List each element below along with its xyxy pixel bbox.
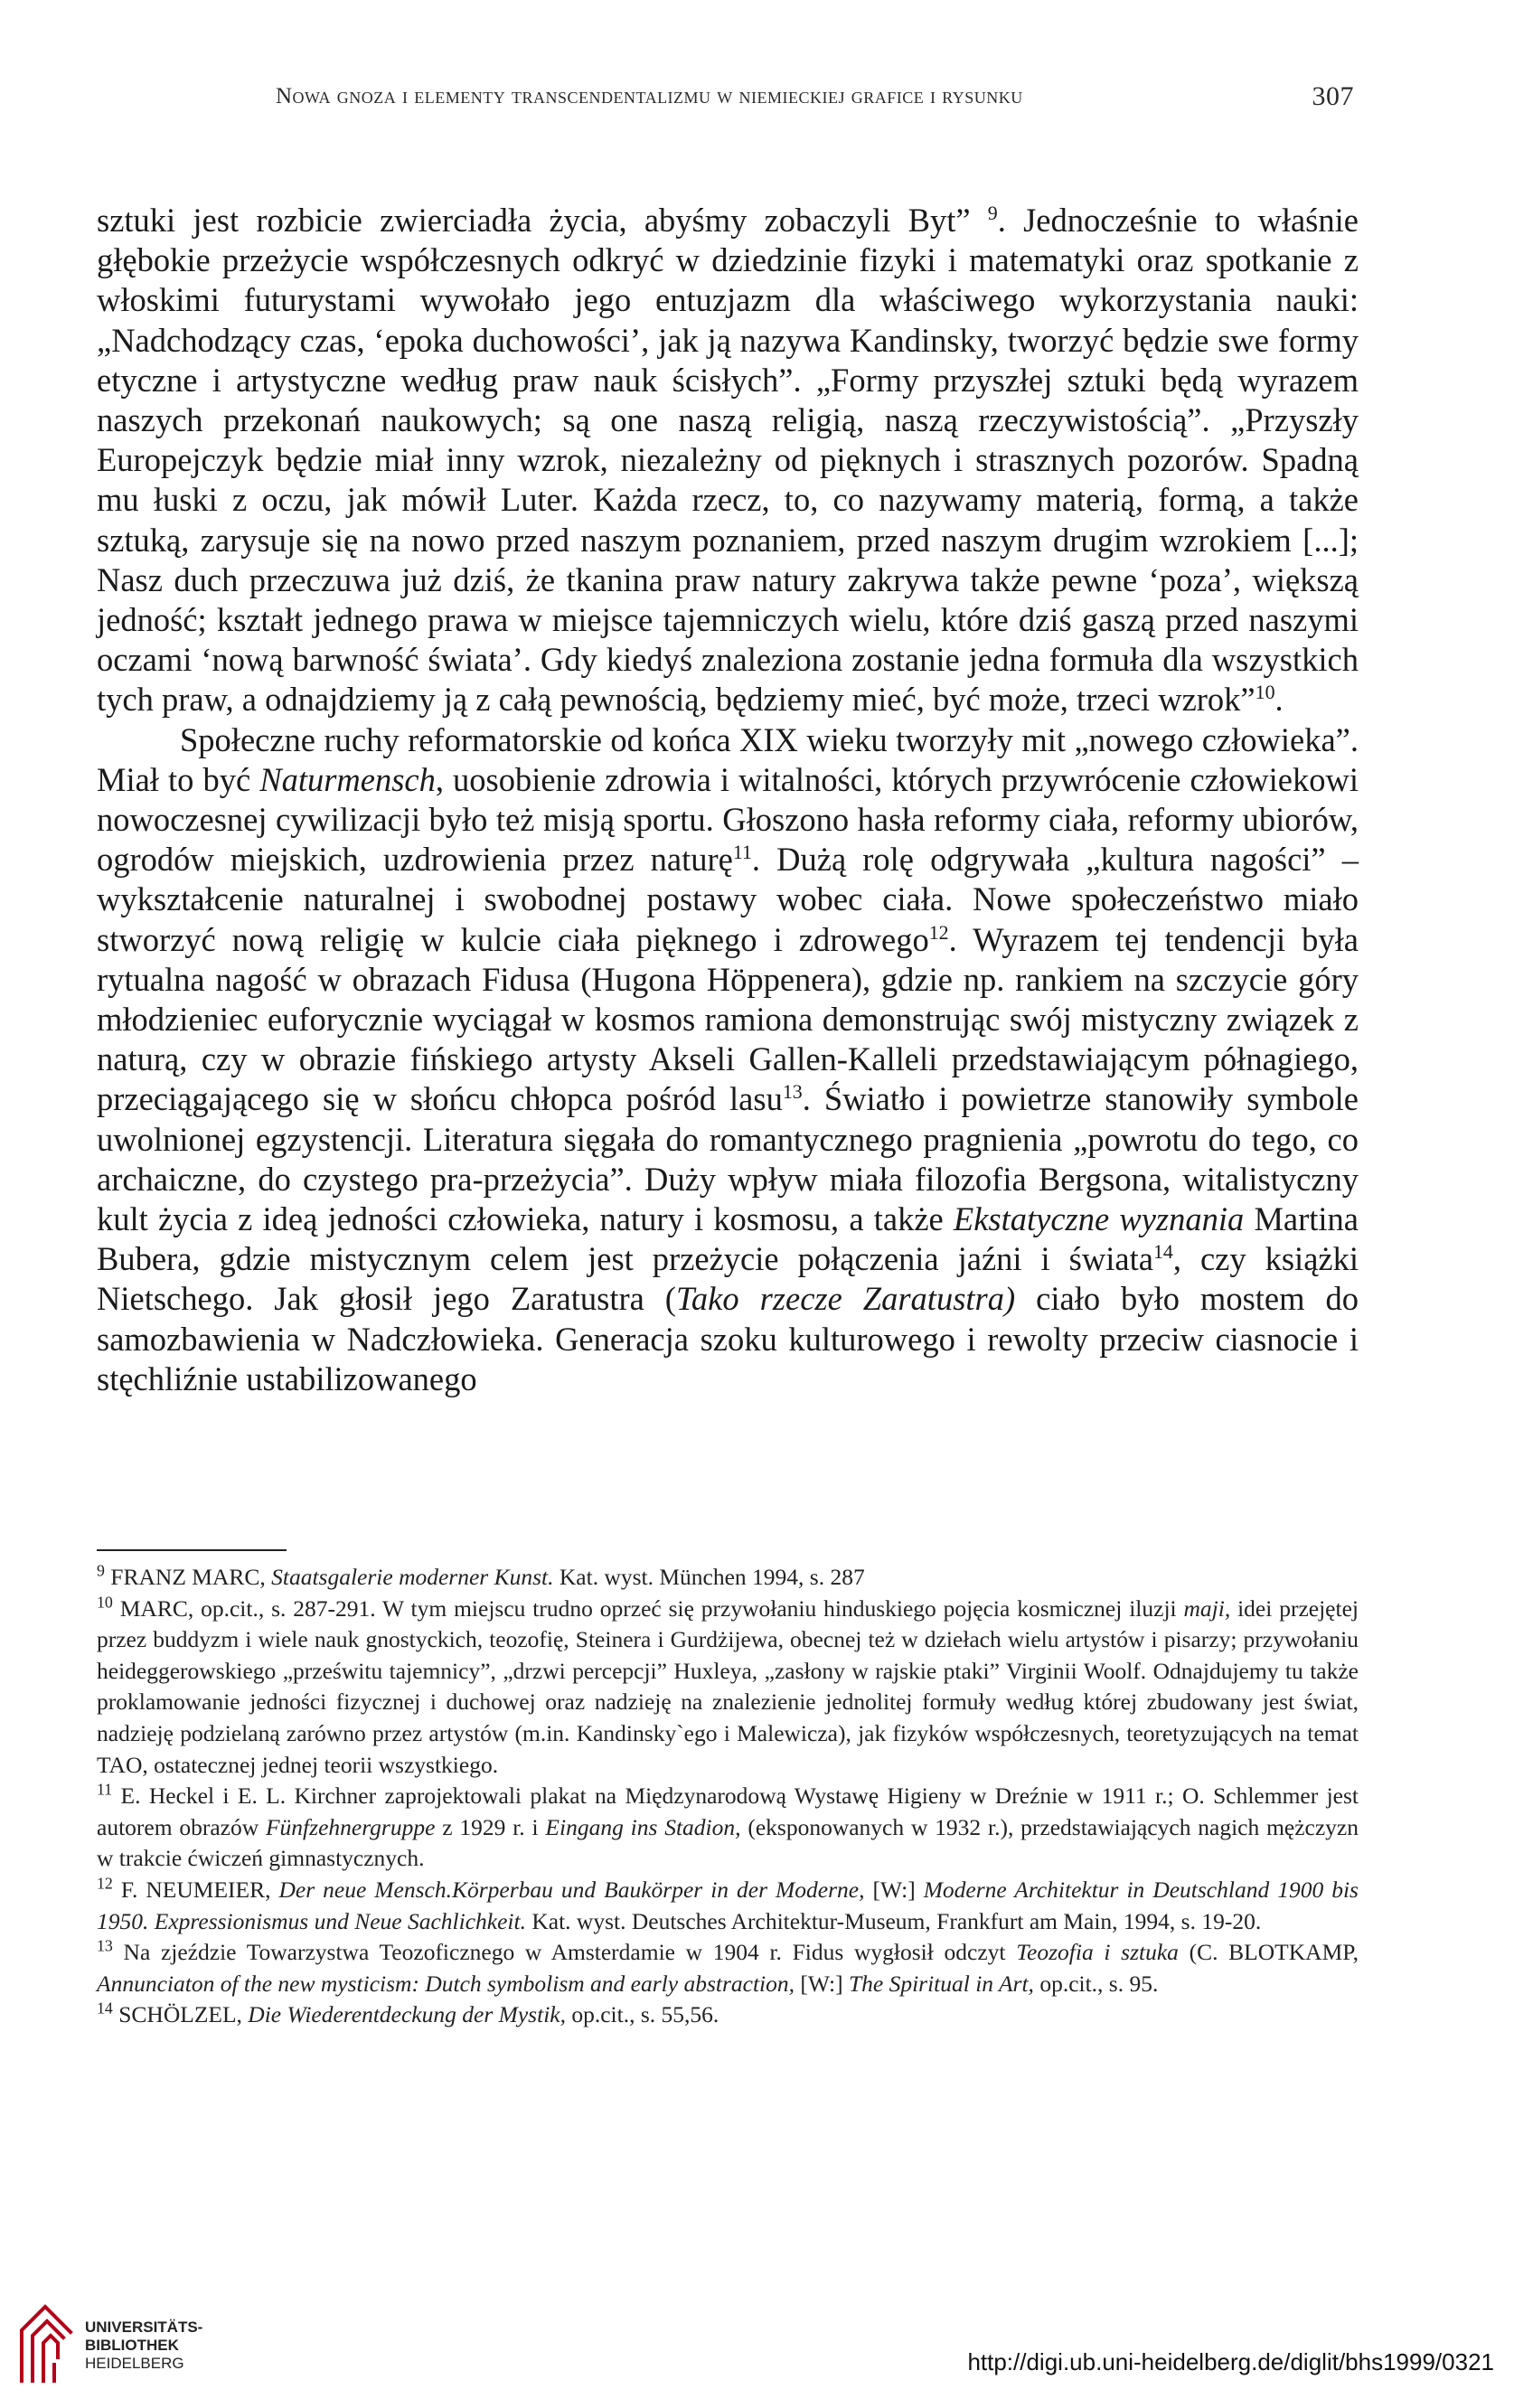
running-head: [276, 81, 1354, 111]
source-url-link[interactable]: http://digi.ub.uni-heidelberg.de/diglit/bhs1999/0321: [967, 2348, 1494, 2375]
footnote-9: $^9$ FRANZ MARC, Staatsgalerie moderner Kunst. Kat. wyst. München 1994, s. 287: [97, 1561, 865, 1590]
footnote-ref-11: 11: [732, 841, 752, 864]
footnote-ref-9: 9: [987, 201, 998, 224]
footnote-11: $^{11}$ E. Heckel i E. L. Kirchner zaprojektowali plakat na Międzynarodową Wystawę Higieny w Dreźnie w 1911 r.; O. Schlemmer jest autorem obrazów Fünfzehnergruppe z 1929 r. i Eingang ins Stadion, (eksponowanych w 1932 r.), przedstawiających nagich mężczyzn w trakcie ćwiczeń gimnastycznych.: [97, 1780, 1359, 1872]
paragraph-2: Społeczne ruchy reformatorskie od końca XIX wieku tworzyły mit „nowego człowieka”. Miał to być Naturmensch, uosobienie zdrowia i witalności, których przywrócenie człowiekowi nowoczesnej cywilizacji było też misją sportu. Głoszono hasła reformy ciała, reformy ubiorów, ogrodów miejskich, uzdrowienia przez naturę$^{11}$. Dużą rolę odgrywała „kultura nagości” – wykształcenie naturalnej i swobodnej postawy wobec ciała. Nowe społeczeństwo miało stworzyć nową religię w kulcie ciała pięknego i zdrowego$^{12}$. Wyrazem tej tendencji była rytualna nagość w obrazach Fidusa (Hugona Höppenera), gdzie np. rankiem na szczycie góry młodzieniec euforycznie wyciągał w kosmos ramiona demonstrując swój mistyczny związek z naturą, czy w obrazie fińskiego artysty Akseli Gallen-Kalleli przedstawiającym półnagiego, przeciągającego się w słońcu chłopca pośród lasu$^{13}$. Światło i powietrze stanowiły symbole uwolnionej egzystencji. Literatura sięgała do romantycznego pragnienia „powrotu do tego, co archaiczne, do czystego pra-przeżycia”. Duży wpływ miała filozofia Bergsona, witalistyczny kult życia z ideą jedności człowieka, natury i kosmosu, a także Ekstatyczne wyznania Martina Bubera, gdzie mistycznym celem jest przeżycie połączenia jaźni i świata$^{14}$, czy książki Nietschego. Jak głosił jego Zaratustra (Tako rzecze Zaratustra) ciało było mostem do samozbawienia w Nadczłowieka. Generacja szoku kulturowego i rewolty przeciw ciasnocie i stęchliźnie ustabilizowanego: [97, 720, 1359, 1397]
footnote-10: $^{10}$ MARC, op.cit., s. 287-291. W tym miejscu trudno oprzeć się przywołaniu hinduskiego pojęcia kosmicznej iluzji maji, idei przejętej przez buddyzm i wiele nauk gnostyckich, teozofię, Steinera i Gurdżijewa, obecnej też w dziełach wielu artystów i pisarzy; przywołaniu heideggerowskiego „prześwitu tajemnicy”, „drzwi percepcji” Huxleya, „zasłony w rajskie ptaki” Virginii Woolf. Odnajdujemy tu także proklamowanie jedności fizycznej i duchowej oraz nadzieję na znalezienie jednolitej formuły według której zbudowany jest świat, nadzieję podzielaną zarówno przez artystów (m.in. Kandinsky`ego i Malewicza), jak fizyków współczesnych, teoretyzujących na temat TAO, ostatecznej jednej teorii wszystkiego.: [97, 1593, 1359, 1778]
page-number: 307: [1312, 81, 1354, 111]
paragraph-1: sztuki jest rozbicie zwierciadła życia, abyśmy zobaczyli Byt” $^9$. Jednocześnie to właśnie głębokie przeżycie współczesnych odkryć w dziedzinie fizyki i matematyki oraz spotkanie z włoskimi futurystami wywołało jego entuzjazm dla właściwego wykorzystania nauki: „Nadchodzący czas, ‘epoka duchowości’, jak ją nazywa Kandinsky, tworzyć będzie swe formy etyczne i artystyczne według praw nauk ścisłych”. „Formy przyszłej sztuki będą wyrazem naszych przekonań naukowych; są one naszą religią, naszą rzeczywistością”. „Przyszły Europejczyk będzie miał inny wzrok, niezależny od pięknych i strasznych pozorów. Spadną mu łuski z oczu, jak mówił Luter. Każda rzecz, to, co nazywamy materią, formą, a także sztuką, zarysuje się na nowo przed naszym poznaniem, przed naszym drugim wzrokiem [...]; Nasz duch przeczuwa już dziś, że tkanina praw natury zakrywa także pewne ‘poza’, większą jedność; kształt jednego prawa w miejsce tajemniczych wielu, które dziś gaszą przed naszymi oczami ‘nową barwność świata’. Gdy kiedyś znaleziona zostanie jedna formuła dla wszystkich tych praw, a odnajdziemy ją z całą pewnością, będziemy mieć, być może, trzeci wzrok”$^{10}$.: [97, 201, 1359, 719]
footnote-ref-13: 13: [782, 1080, 803, 1104]
library-logo[interactable]: [14, 2300, 249, 2391]
footnote-divider: [97, 1549, 287, 1551]
main-text: [97, 201, 1359, 1399]
footnote-13: $^{13}$ Na zjeździe Towarzystwa Teozoficznego w Amsterdamie w 1904 r. Fidus wygłosił odczyt Teozofia i sztuka (C. BLOTKAMP, Annunciaton of the new mysticism: Dutch symbolism and early abstraction, [W:] The Spiritual in Art, op.cit., s. 95.: [97, 1936, 1359, 1997]
footnotes: [97, 1562, 1359, 2031]
ub-heidelberg-logo-icon: [14, 2303, 78, 2389]
library-name: UNIVERSITÄTS- BIBLIOTHEK HEIDELBERG: [85, 2319, 203, 2372]
footnote-ref-10: 10: [1255, 681, 1275, 704]
footnote-ref-14: 14: [1152, 1240, 1173, 1264]
running-title: Nowa gnoza i elementy transcendentalizmu w niemieckiej grafice i rysunku: [276, 84, 1023, 108]
footnote-ref-12: 12: [928, 920, 949, 944]
footnote-12: $^{12}$ F. NEUMEIER, Der neue Mensch.Körperbau und Baukörper in der Moderne, [W:] Moderne Architektur in Deutschland 1900 bis 1950. Expressionismus und Neue Sachlichkeit. Kat. wyst. Deutsches Architektur-Museum, Frankfurt am Main, 1994, s. 19-20.: [97, 1874, 1359, 1934]
footnote-14: $^{14}$ SCHÖLZEL, Die Wiederentdeckung der Mystik, op.cit., s. 55,56.: [97, 1999, 719, 2028]
